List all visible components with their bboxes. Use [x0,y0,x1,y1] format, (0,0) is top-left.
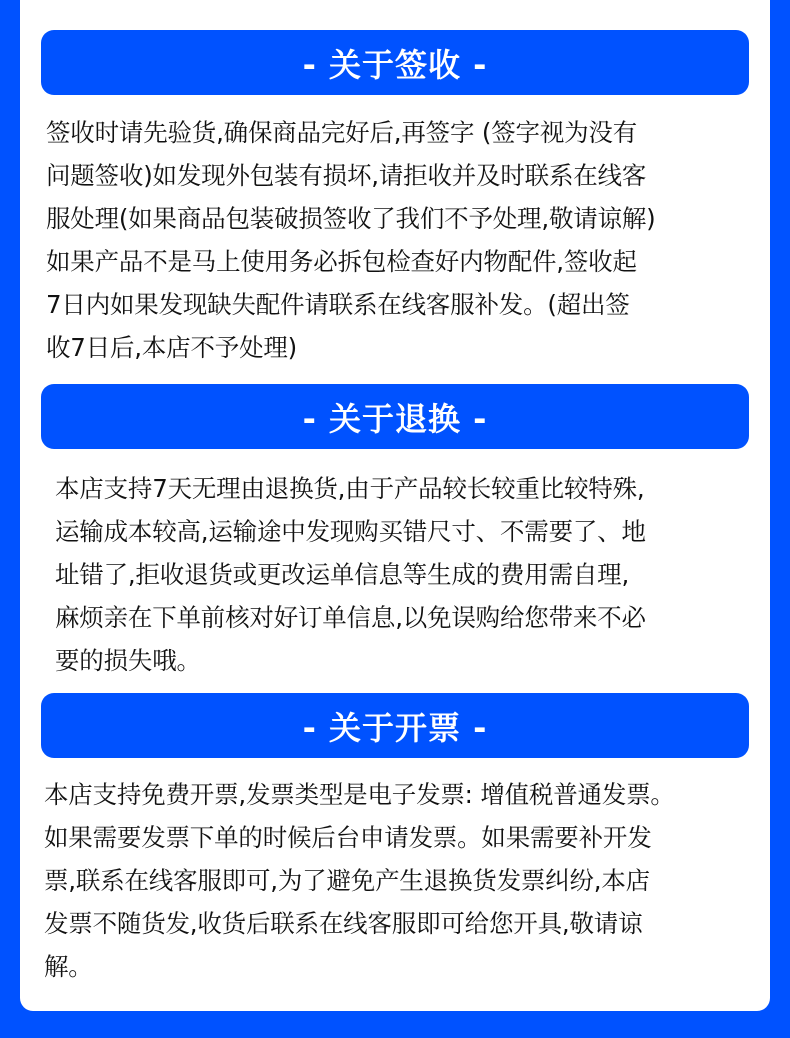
text-line: 票,联系在线客服即可,为了避免产生退换货发票纠纷,本店 [44,866,650,895]
text-line: 本店支持免费开票,发票类型是电子发票: 增值税普通发票。 [44,780,675,809]
text-line: 本店支持7天无理由退换货,由于产品较长较重比较特殊, [55,474,645,503]
text-line: 解。 [44,952,93,981]
text-line: 如果需要发票下单的时候后台申请发票。如果需要补开发 [44,823,652,852]
text-line: 签收时请先验货,确保商品完好后,再签字 (签字视为没有 [46,118,638,147]
text-line: 收7日后,本店不予处理) [46,333,298,362]
section-header-sign-receipt [41,30,749,95]
section-title: - 关于签收 - [302,45,488,84]
section-title: - 关于开票 - [302,708,488,747]
text-line: 如果产品不是马上使用务必拆包检查好内物配件,签收起 [46,247,637,276]
text-line: 要的损失哦。 [55,646,201,675]
text-line: 服处理(如果商品包装破损签收了我们不予处理,敬请谅解) [46,204,656,233]
section-body-sign-receipt [46,111,656,369]
section-header-invoice [41,693,749,758]
text-line: 问题签收)如发现外包装有损坏,请拒收并及时联系在线客 [46,161,647,190]
text-line: 发票不随货发,收货后联系在线客服即可给您开具,敬请谅 [44,909,643,938]
text-line: 运输成本较高,运输途中发现购买错尺寸、不需要了、地 [55,517,646,546]
content-panel [20,0,770,1011]
section-body-returns [55,467,646,682]
section-header-returns [41,384,749,449]
text-line: 麻烦亲在下单前核对好订单信息,以免误购给您带来不必 [55,603,646,632]
text-line: 址错了,拒收退货或更改运单信息等生成的费用需自理, [55,560,630,589]
section-title: - 关于退换 - [302,399,488,438]
section-body-invoice [44,773,675,988]
text-line: 7日内如果发现缺失配件请联系在线客服补发。(超出签 [46,290,630,319]
